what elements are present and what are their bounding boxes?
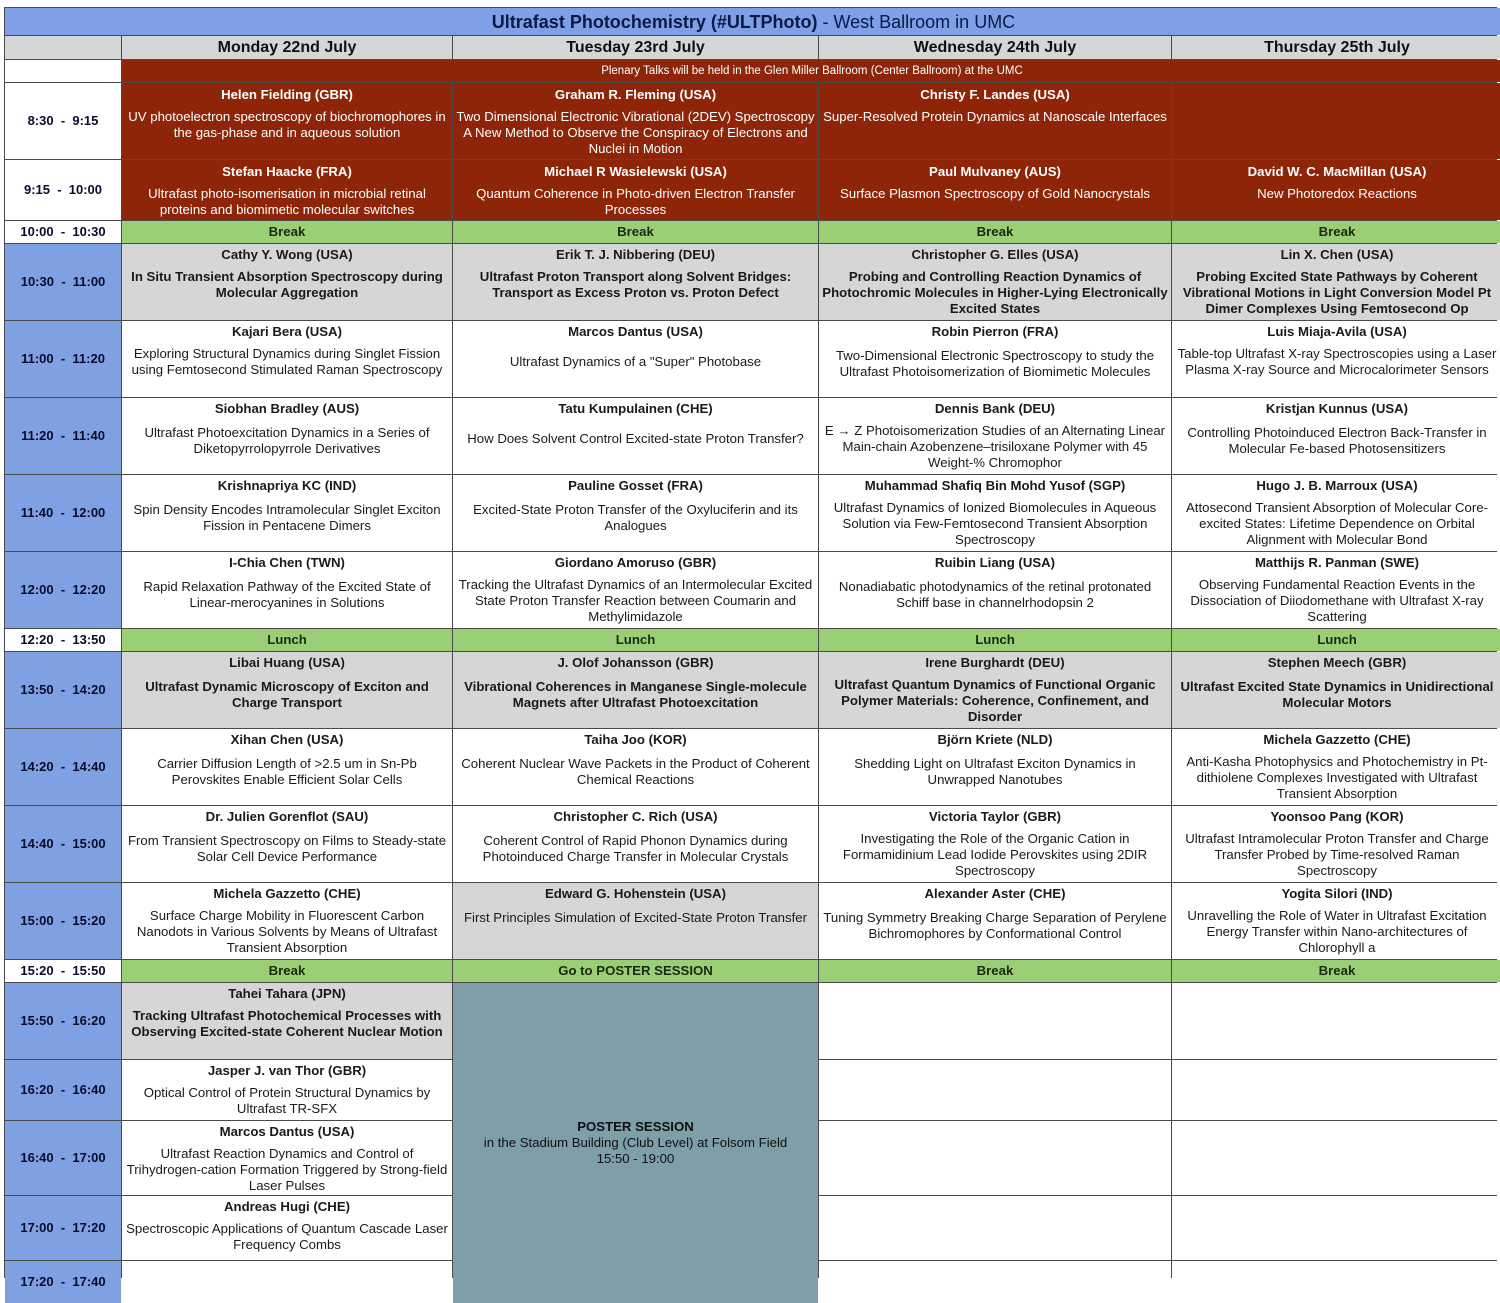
talk-cell [1172, 552, 1500, 628]
talk-title: Vibrational Coherences in Manganese Single-molecule Magnets after Ultrafast Photoexcitation [464, 679, 807, 710]
speaker-name: Cathy Y. Wong (USA) [221, 247, 353, 262]
break-cell: Break [819, 221, 1171, 243]
speaker-name: Paul Mulvaney (AUS) [929, 164, 1061, 179]
talk-cell [453, 552, 818, 628]
time-slot: 17:20 - 17:40 [5, 1261, 121, 1303]
talk-title: Tracking the Ultrafast Dynamics of an Intermolecular Excited State Proton Transfer Reaction between Coumarin and Methylimidazole [458, 577, 813, 624]
speaker-name: Lin X. Chen (USA) [1280, 247, 1394, 262]
talk-title: Ultrafast Intramolecular Proton Transfer and Charge Transfer Probed by Time-resolved Raman Spectroscopy [1185, 831, 1489, 878]
talk-cell [819, 160, 1171, 220]
talk-title: Observing Fundamental Reaction Events in the Dissociation of Diiodomethane with Ultrafast X-ray Scattering [1190, 577, 1484, 624]
poster-heading: POSTER SESSION [577, 1119, 694, 1134]
speaker-name: Alexander Aster (CHE) [924, 886, 1066, 901]
talk-title: Two-Dimensional Electronic Spectroscopy to study the Ultrafast Photoisomerization of Biomimetic Molecules [835, 348, 1155, 379]
empty-cell [819, 1060, 1171, 1120]
talk-cell [819, 552, 1171, 628]
talk-cell [1172, 398, 1500, 474]
talk-title: Ultrafast Excited State Dynamics in Unidirectional Molecular Motors [1180, 679, 1494, 710]
speaker-name: Marcos Dantus (USA) [219, 1124, 355, 1139]
empty-cell [819, 1121, 1171, 1195]
talk-cell [1172, 883, 1500, 959]
talk-cell [819, 244, 1171, 320]
empty-cell [1172, 1060, 1500, 1120]
talk-cell [1172, 321, 1500, 397]
poster-location: in the Stadium Building (Club Level) at Folsom Field [483, 1135, 788, 1150]
talk-title: Ultrafast Dynamics of a "Super" Photobase [509, 354, 762, 369]
speaker-name: Taiha Joo (KOR) [584, 732, 687, 747]
speaker-name: Christy F. Landes (USA) [920, 87, 1070, 102]
speaker-name: Edward G. Hohenstein (USA) [545, 886, 726, 901]
speaker-name: Tatu Kumpulainen (CHE) [558, 401, 713, 416]
talk-cell [122, 729, 452, 805]
speaker-name: Irene Burghardt (DEU) [925, 655, 1065, 670]
speaker-name: Xihan Chen (USA) [230, 732, 344, 747]
talk-cell [453, 652, 818, 728]
talk-cell [122, 652, 452, 728]
talk-title: First Principles Simulation of Excited-State Proton Transfer [463, 910, 807, 925]
break-cell: Break [819, 960, 1171, 982]
talk-title: Coherent Control of Rapid Phonon Dynamics during Photoinduced Charge Transfer in Molecular Crystals [482, 833, 789, 864]
talk-title: Optical Control of Protein Structural Dynamics by Ultrafast TR-SFX [143, 1085, 431, 1116]
title-venue: - West Ballroom in UMC [822, 11, 1016, 32]
time-slot: 15:00 - 15:20 [5, 883, 121, 959]
lunch-cell: Lunch [819, 629, 1171, 651]
poster-session-block [453, 983, 818, 1303]
talk-cell [819, 883, 1171, 959]
break-cell: Break [122, 960, 452, 982]
talk-title: In Situ Transient Absorption Spectroscopy during Molecular Aggregation [131, 269, 443, 300]
speaker-name: Michael R Wasielewski (USA) [544, 164, 727, 179]
time-slot: 17:00 - 17:20 [5, 1196, 121, 1260]
break-cell: Break [453, 221, 818, 243]
empty-cell [1172, 983, 1500, 1059]
talk-title: Spectroscopic Applications of Quantum Cascade Laser Frequency Combs [126, 1221, 448, 1252]
speaker-name: Yogita Silori (IND) [1281, 886, 1393, 901]
talk-title: Investigating the Role of the Organic Cation in Formamidinium Lead Iodide Perovskites using 2DIR Spectroscopy [842, 831, 1148, 878]
speaker-name: Siobhan Bradley (AUS) [214, 401, 360, 416]
talk-title: Shedding Light on Ultrafast Exciton Dynamics in Unwrapped Nanotubes [854, 756, 1136, 787]
plenary-notice: Plenary Talks will be held in the Glen Miller Ballroom (Center Ballroom) at the UMC [122, 60, 1500, 82]
talk-cell [122, 398, 452, 474]
empty-cell [1172, 1261, 1500, 1303]
time-slot: 12:00 - 12:20 [5, 552, 121, 628]
header-corner [5, 36, 121, 59]
time-slot: 15:20 - 15:50 [5, 960, 121, 982]
time-slot: 16:40 - 17:00 [5, 1121, 121, 1195]
talk-cell [1172, 652, 1500, 728]
talk-cell [819, 652, 1171, 728]
talk-cell [122, 1196, 452, 1260]
speaker-name: Helen Fielding (GBR) [221, 87, 353, 102]
talk-cell [453, 729, 818, 805]
talk-title: Tuning Symmetry Breaking Charge Separation of Perylene Bichromophores by Conformational Control [823, 910, 1167, 941]
talk-cell [122, 983, 452, 1059]
time-slot: 11:20 - 11:40 [5, 398, 121, 474]
speaker-name: Robin Pierron (FRA) [931, 324, 1059, 339]
talk-title: Ultrafast Proton Transport along Solvent Bridges: Transport as Excess Proton vs. Proton Defect [479, 269, 792, 300]
time-slot: 12:20 - 13:50 [5, 629, 121, 651]
speaker-name: Tahei Tahara (JPN) [228, 986, 346, 1001]
speaker-name: Krishnapriya KC (IND) [217, 478, 357, 493]
time-slot: 9:15 - 10:00 [5, 160, 121, 220]
talk-title: Quantum Coherence in Photo-driven Electron Transfer Processes [476, 186, 795, 217]
speaker-name: J. Olof Johansson (GBR) [557, 655, 714, 670]
speaker-name: Luis Miaja-Avila (USA) [1267, 324, 1407, 339]
talk-cell [453, 398, 818, 474]
talk-cell [122, 321, 452, 397]
talk-title: Coherent Nuclear Wave Packets in the Product of Coherent Chemical Reactions [461, 756, 810, 787]
talk-title: Attosecond Transient Absorption of Molecular Core-excited States: Lifetime Dependence on Orbital Alignment with Molecular Bond [1185, 500, 1488, 547]
notice-corner [5, 60, 121, 82]
talk-cell [453, 160, 818, 220]
talk-cell [819, 83, 1171, 159]
speaker-name: Yoonsoo Pang (KOR) [1270, 809, 1404, 824]
poster-time: 15:50 - 19:00 [596, 1151, 675, 1166]
time-slot: 11:40 - 12:00 [5, 475, 121, 551]
talk-cell [453, 883, 818, 959]
talk-title: UV photoelectron spectroscopy of biochromophores in the gas-phase and in aqueous solution [128, 109, 446, 140]
speaker-name: I-Chia Chen (TWN) [229, 555, 345, 570]
speaker-name: Victoria Taylor (GBR) [928, 809, 1062, 824]
speaker-name: Erik T. J. Nibbering (DEU) [555, 247, 715, 262]
talk-cell [453, 321, 818, 397]
talk-cell [819, 321, 1171, 397]
talk-cell [1172, 244, 1500, 320]
talk-title: Excited-State Proton Transfer of the Oxyluciferin and its Analogues [473, 502, 798, 533]
talk-title: Controlling Photoinduced Electron Back-Transfer in Molecular Fe-based Photosensitizers [1187, 425, 1487, 456]
talk-cell [453, 806, 818, 882]
speaker-name: Graham R. Fleming (USA) [554, 87, 717, 102]
go-poster-cell: Go to POSTER SESSION [453, 960, 818, 982]
speaker-name: Hugo J. B. Marroux (USA) [1256, 478, 1418, 493]
talk-cell [819, 806, 1171, 882]
speaker-name: Kajari Bera (USA) [232, 324, 342, 339]
speaker-name: Giordano Amoruso (GBR) [554, 555, 717, 570]
talk-title: Ultrafast Photoexcitation Dynamics in a Series of Diketopyrrolopyrrole Derivatives [144, 425, 430, 456]
day-header-wednesday: Wednesday 24th July [819, 36, 1171, 59]
empty-cell [122, 1261, 452, 1303]
time-slot: 8:30 - 9:15 [5, 83, 121, 159]
talk-title: Probing Excited State Pathways by Coherent Vibrational Motions in Light Conversion Model Pt Dimer Complexes Using Femtosecond Op [1182, 269, 1492, 316]
speaker-name: David W. C. MacMillan (USA) [1247, 164, 1427, 179]
speaker-name: Dennis Bank (DEU) [934, 401, 1056, 416]
talk-cell [453, 83, 818, 159]
talk-title: Anti-Kasha Photophysics and Photochemistry in Pt-dithiolene Complexes Investigated with Ultrafast Transient Absorption [1186, 754, 1488, 801]
talk-cell [122, 806, 452, 882]
talk-title: Ultrafast Dynamics of Ionized Biomolecules in Aqueous Solution via Few-Femtosecond Transient Absorption Spectroscopy [833, 500, 1157, 547]
time-slot: 10:30 - 11:00 [5, 244, 121, 320]
talk-cell [1172, 475, 1500, 551]
talk-cell [819, 398, 1171, 474]
speaker-name: Andreas Hugi (CHE) [223, 1199, 351, 1214]
talk-title: Ultrafast Quantum Dynamics of Functional Organic Polymer Materials: Coherence, Confinement, and Disorder [834, 677, 1156, 724]
empty-cell [1172, 1121, 1500, 1195]
talk-title: Probing and Controlling Reaction Dynamics of Photochromic Molecules in Higher-Lying Electronically Excited States [822, 269, 1168, 316]
empty-plenary-cell [1172, 83, 1500, 159]
title-main: Ultrafast Photochemistry (#ULTPhoto) [491, 11, 818, 32]
speaker-name: Stefan Haacke (FRA) [222, 164, 352, 179]
talk-cell [819, 475, 1171, 551]
empty-cell [819, 983, 1171, 1059]
talk-title: Tracking Ultrafast Photochemical Processes with Observing Excited-state Coherent Nuclear Motion [131, 1008, 443, 1039]
break-cell: Break [122, 221, 452, 243]
talk-cell [1172, 729, 1500, 805]
time-slot: 14:40 - 15:00 [5, 806, 121, 882]
speaker-name: Muhammad Shafiq Bin Mohd Yusof (SGP) [864, 478, 1126, 493]
talk-title: Ultrafast Reaction Dynamics and Control of Trihydrogen-cation Formation Triggered by Strong-field Laser Pulses [126, 1146, 448, 1193]
lunch-cell: Lunch [122, 629, 452, 651]
talk-cell [122, 883, 452, 959]
time-slot: 10:00 - 10:30 [5, 221, 121, 243]
talk-title: Spin Density Encodes Intramolecular Singlet Exciton Fission in Pentacene Dimers [133, 502, 441, 533]
speaker-name: Jasper J. van Thor (GBR) [207, 1063, 367, 1078]
speaker-name: Michela Gazzetto (CHE) [1263, 732, 1411, 747]
talk-title: Unravelling the Role of Water in Ultrafast Excitation Energy Transfer within Nano-architectures of Chlorophyll a [1187, 908, 1487, 955]
talk-cell [1172, 160, 1500, 220]
time-slot: 16:20 - 16:40 [5, 1060, 121, 1120]
talk-cell [122, 475, 452, 551]
talk-cell [122, 552, 452, 628]
talk-cell [122, 1060, 452, 1120]
day-header-tuesday: Tuesday 23rd July [453, 36, 818, 59]
time-slot: 15:50 - 16:20 [5, 983, 121, 1059]
break-cell: Break [1172, 960, 1500, 982]
day-header-monday: Monday 22nd July [122, 36, 452, 59]
empty-cell [819, 1196, 1171, 1260]
speaker-name: Christopher G. Elles (USA) [911, 247, 1079, 262]
schedule-title [5, 8, 1500, 35]
speaker-name: Stephen Meech (GBR) [1267, 655, 1407, 670]
speaker-name: Björn Kriete (NLD) [937, 732, 1053, 747]
lunch-cell: Lunch [1172, 629, 1500, 651]
talk-title: How Does Solvent Control Excited-state Proton Transfer? [467, 431, 804, 446]
talk-title: Ultrafast photo-isomerisation in microbial retinal proteins and biomimetic molecular switches [148, 186, 426, 217]
talk-cell [122, 83, 452, 159]
talk-title: E → Z Photoisomerization Studies of an Alternating Linear Main-chain Azobenzene–trisiloxane Polymer with 45 Weight-% Chromophor [824, 423, 1166, 470]
speaker-name: Kristjan Kunnus (USA) [1265, 401, 1409, 416]
time-slot: 11:00 - 11:20 [5, 321, 121, 397]
talk-title: Rapid Relaxation Pathway of the Excited State of Linear-merocyanines in Solutions [143, 579, 431, 610]
schedule-table [4, 7, 1497, 1289]
talk-title: Two Dimensional Electronic Vibrational (2DEV) Spectroscopy A New Method to Observe the Conspiracy of Electrons and Nuclei in Motion [456, 109, 815, 156]
talk-cell [453, 244, 818, 320]
speaker-name: Matthijs R. Panman (SWE) [1254, 555, 1420, 570]
break-cell: Break [1172, 221, 1500, 243]
talk-cell [122, 160, 452, 220]
talk-title: Super-Resolved Protein Dynamics at Nanoscale Interfaces [823, 109, 1167, 124]
speaker-name: Libai Huang (USA) [229, 655, 345, 670]
talk-title: Nonadiabatic photodynamics of the retinal protonated Schiff base in channelrhodopsin 2 [838, 579, 1152, 610]
lunch-cell: Lunch [453, 629, 818, 651]
speaker-name: Christopher C. Rich (USA) [553, 809, 718, 824]
speaker-name: Marcos Dantus (USA) [568, 324, 703, 339]
empty-cell [1172, 1196, 1500, 1260]
talk-cell [122, 1121, 452, 1195]
time-slot: 14:20 - 14:40 [5, 729, 121, 805]
talk-title: Surface Charge Mobility in Fluorescent Carbon Nanodots in Various Solvents by Means of Ultrafast Transient Absorption [136, 908, 438, 955]
speaker-name: Michela Gazzetto (CHE) [213, 886, 361, 901]
talk-title: Surface Plasmon Spectroscopy of Gold Nanocrystals [839, 186, 1151, 201]
talk-title: Carrier Diffusion Length of >2.5 um in Sn-Pb Perovskites Enable Efficient Solar Cells [157, 756, 417, 787]
talk-title: From Transient Spectroscopy on Films to Steady-state Solar Cell Device Performance [127, 833, 447, 864]
day-header-thursday: Thursday 25th July [1172, 36, 1500, 59]
speaker-name: Pauline Gosset (FRA) [568, 478, 703, 493]
talk-cell [453, 475, 818, 551]
talk-title: Exploring Structural Dynamics during Singlet Fission using Femtosecond Stimulated Raman Spectroscopy [131, 346, 443, 377]
talk-title: Ultrafast Dynamic Microscopy of Exciton and Charge Transport [145, 679, 429, 710]
empty-cell [819, 1261, 1171, 1303]
talk-cell [1172, 806, 1500, 882]
speaker-name: Dr. Julien Gorenflot (SAU) [205, 809, 369, 824]
talk-cell [122, 244, 452, 320]
speaker-name: Ruibin Liang (USA) [934, 555, 1056, 570]
talk-title: New Photoredox Reactions [1257, 186, 1417, 201]
time-slot: 13:50 - 14:20 [5, 652, 121, 728]
talk-cell [819, 729, 1171, 805]
talk-title: Table-top Ultrafast X-ray Spectroscopies using a Laser Plasma X-ray Source and Microcalorimeter Sensors [1177, 346, 1497, 377]
